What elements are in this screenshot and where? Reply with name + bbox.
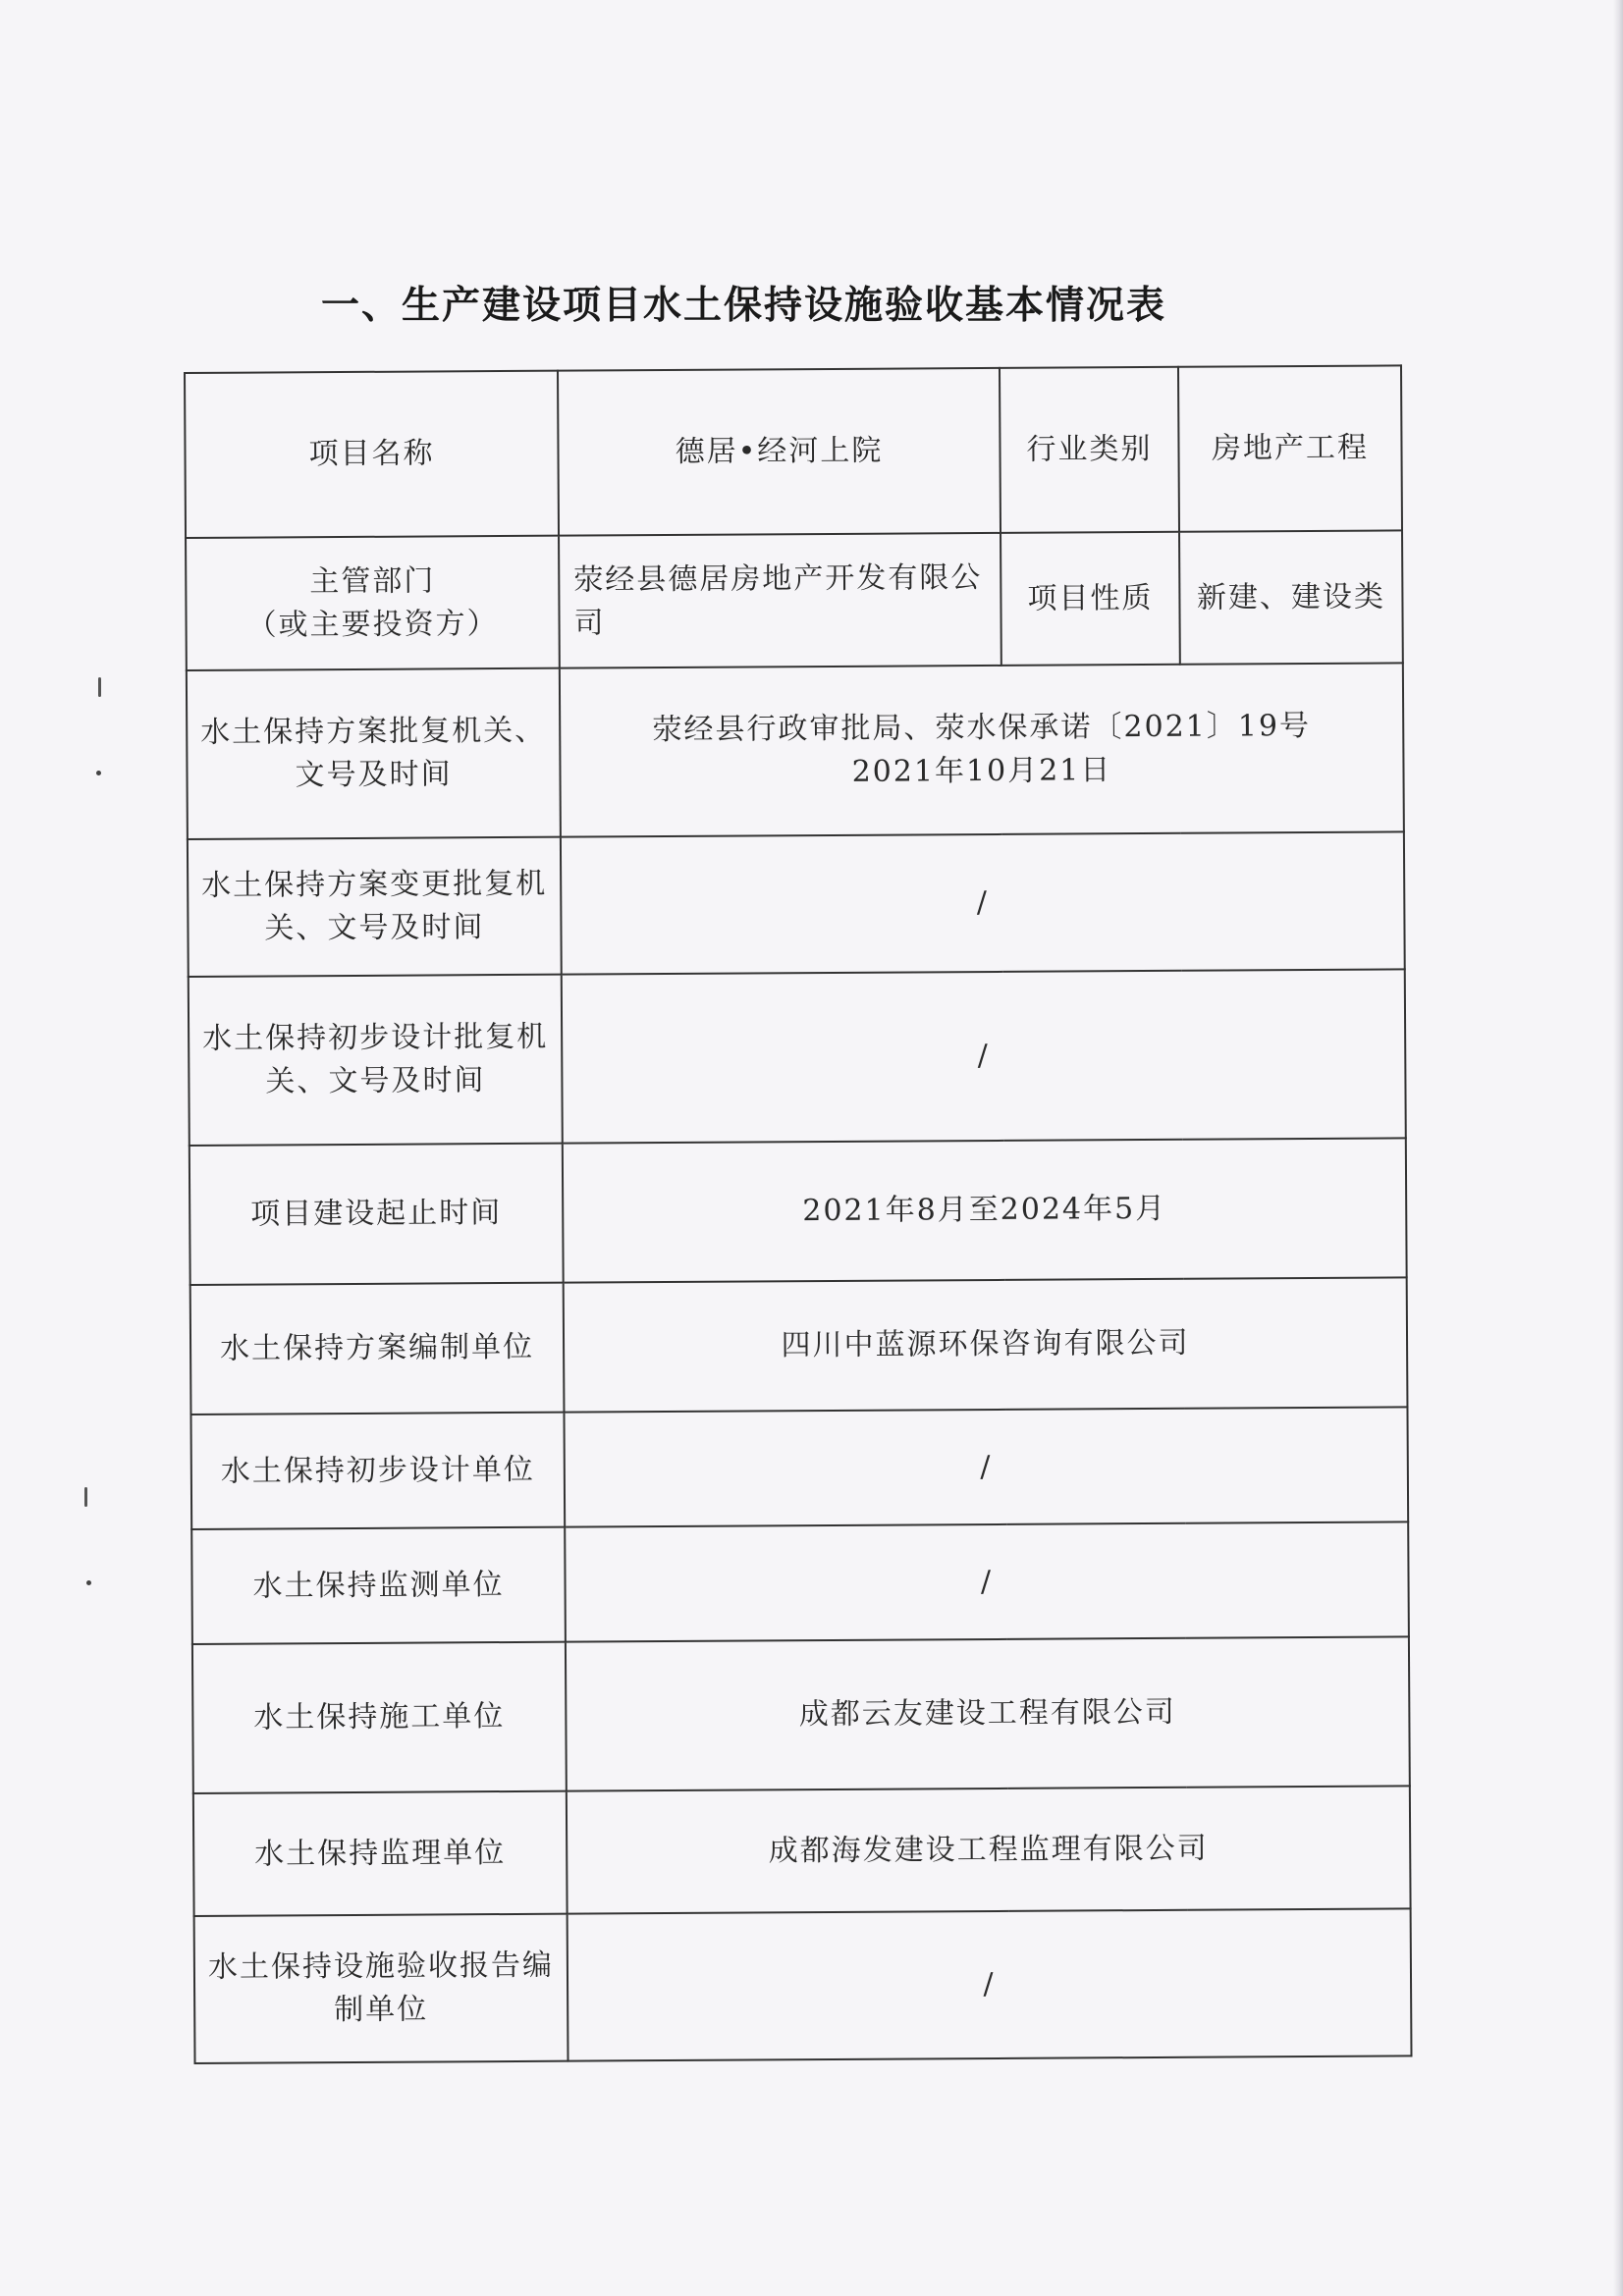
authority-label [186, 536, 560, 670]
document-title: 一、生产建设项目水土保持设施验收基本情况表 [320, 284, 1166, 328]
project-nature-value: 新建、建设类 [1179, 530, 1403, 664]
plan-change-approval-value: / [561, 831, 1405, 974]
plan-approval-label: 水土保持方案批复机关、文号及时间 [187, 668, 561, 839]
project-nature-label: 项目性质 [1001, 532, 1180, 666]
acceptance-info-table [184, 364, 1413, 2064]
acceptance-report-compiler-value: / [568, 1908, 1412, 2060]
industry-label: 行业类别 [1000, 367, 1179, 533]
supervision-unit-value: 成都海发建设工程监理有限公司 [567, 1786, 1411, 1913]
plan-approval-value-line2: 2021年10月21日 [851, 753, 1112, 789]
construction-period-label: 项目建设起止时间 [189, 1144, 564, 1285]
table-row [190, 1277, 1408, 1415]
plan-approval-value [560, 663, 1404, 836]
table-row [189, 1138, 1407, 1285]
page-edge-shadow [1613, 0, 1623, 2296]
construction-unit-label: 水土保持施工单位 [192, 1642, 567, 1793]
table-row [185, 365, 1402, 538]
table-row [191, 1522, 1409, 1644]
preliminary-design-unit-label: 水土保持初步设计单位 [190, 1413, 565, 1529]
project-name-label: 项目名称 [185, 371, 559, 538]
preliminary-design-approval-label: 水土保持初步设计批复机关、文号及时间 [189, 975, 563, 1146]
preliminary-design-approval-value: / [562, 969, 1406, 1143]
plan-approval-value-line1: 荥经县行政审批局、荥水保承诺〔2021〕19号 [652, 708, 1312, 748]
table-row [188, 831, 1405, 977]
authority-label-line2: （或主要投资方） [246, 606, 499, 643]
monitoring-unit-label: 水土保持监测单位 [191, 1527, 566, 1644]
binding-hole-mark [96, 771, 101, 775]
plan-change-approval-label: 水土保持方案变更批复机关、文号及时间 [188, 837, 562, 977]
table-row [187, 663, 1404, 839]
project-name-value: 德居•经河上院 [558, 368, 1001, 536]
table-row [190, 1407, 1408, 1529]
table-row [193, 1786, 1411, 1916]
plan-compiler-value: 四川中蓝源环保咨询有限公司 [564, 1277, 1408, 1412]
supervision-unit-label: 水土保持监理单位 [193, 1791, 568, 1916]
table-row [192, 1636, 1410, 1793]
monitoring-unit-value: / [565, 1522, 1409, 1641]
plan-compiler-label: 水土保持方案编制单位 [190, 1283, 565, 1415]
construction-unit-value: 成都云友建设工程有限公司 [566, 1636, 1410, 1790]
construction-period-value: 2021年8月至2024年5月 [563, 1138, 1407, 1282]
industry-value: 房地产工程 [1178, 365, 1402, 531]
preliminary-design-unit-value: / [564, 1407, 1408, 1526]
acceptance-report-compiler-label: 水土保持设施验收报告编制单位 [194, 1914, 568, 2063]
table-row [189, 969, 1406, 1146]
binding-hole-mark [98, 677, 101, 697]
authority-label-line1: 主管部门 [309, 562, 436, 599]
authority-value: 荥经县德居房地产开发有限公司 [559, 533, 1001, 668]
binding-hole-mark [84, 1487, 87, 1507]
table-row [194, 1908, 1412, 2063]
binding-hole-mark [86, 1580, 91, 1585]
table-row [186, 530, 1403, 670]
